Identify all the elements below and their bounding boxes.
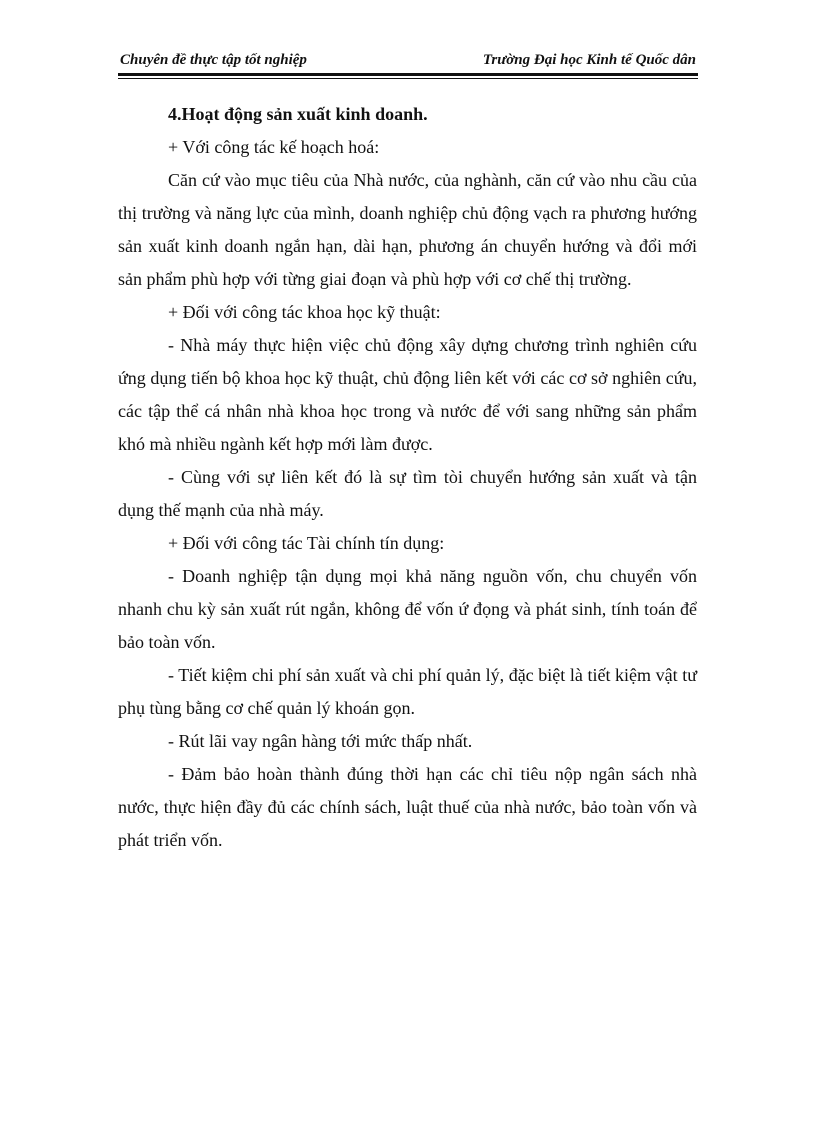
paragraph-tech-heading: + Đối với công tác khoa học kỹ thuật: xyxy=(168,302,441,322)
section-title: 4.Hoạt động sản xuất kinh doanh. xyxy=(168,104,428,124)
header-rule-thin xyxy=(118,78,698,79)
page-header xyxy=(118,50,698,72)
header-left-title: Chuyên đề thực tập tốt nghiệp xyxy=(120,52,307,68)
document-body xyxy=(118,98,697,857)
paragraph-planning-heading: + Với công tác kế hoạch hoá: xyxy=(168,137,380,157)
paragraph-finance-savings: - Tiết kiệm chi phí sản xuất và chi phí quản lý, đặc biệt là tiết kiệm vật tư phụ tùng bằng cơ chế quản lý khoán gọn. xyxy=(118,665,697,718)
paragraph-finance-interest: - Rút lãi vay ngân hàng tới mức thấp nhất. xyxy=(168,731,473,751)
paragraph-tech-research: - Nhà máy thực hiện việc chủ động xây dựng chương trình nghiên cứu ứng dụng tiến bộ khoa học kỹ thuật, chủ động liên kết với các cơ sở nghiên cứu, các tập thể cá nhân nhà khoa học trong và nước để với sang những sản phẩm khó mà nhiều ngành kết hợp mới làm được. xyxy=(118,335,697,454)
paragraph-finance-capital: - Doanh nghiệp tận dụng mọi khả năng nguồn vốn, chu chuyển vốn nhanh chu kỳ sản xuất rút ngắn, không để vốn ứ đọng và phát sinh, tính toán để bảo toàn vốn. xyxy=(118,566,697,652)
paragraph-finance-budget: - Đảm bảo hoàn thành đúng thời hạn các chỉ tiêu nộp ngân sách nhà nước, thực hiện đầy đủ các chính sách, luật thuế của nhà nước, bảo toàn vốn và phát triển vốn. xyxy=(118,764,697,850)
header-right-title: Trường Đại học Kinh tế Quốc dân xyxy=(482,52,696,68)
paragraph-planning-body: Căn cứ vào mục tiêu của Nhà nước, của nghành, căn cứ vào nhu cầu của thị trường và năng lực của mình, doanh nghiệp chủ động vạch ra phương hướng sản xuất kinh doanh ngắn hạn, dài hạn, phương án chuyển hướng và đổi mới sản phẩm phù hợp với từng giai đoạn và phù hợp với cơ chế thị trường. xyxy=(118,170,697,289)
paragraph-tech-linkage: - Cùng với sự liên kết đó là sự tìm tòi chuyển hướng sản xuất và tận dụng thế mạnh của nhà máy. xyxy=(118,467,697,520)
paragraph-finance-heading: + Đối với công tác Tài chính tín dụng: xyxy=(168,533,445,553)
header-rule-thick xyxy=(118,73,698,76)
